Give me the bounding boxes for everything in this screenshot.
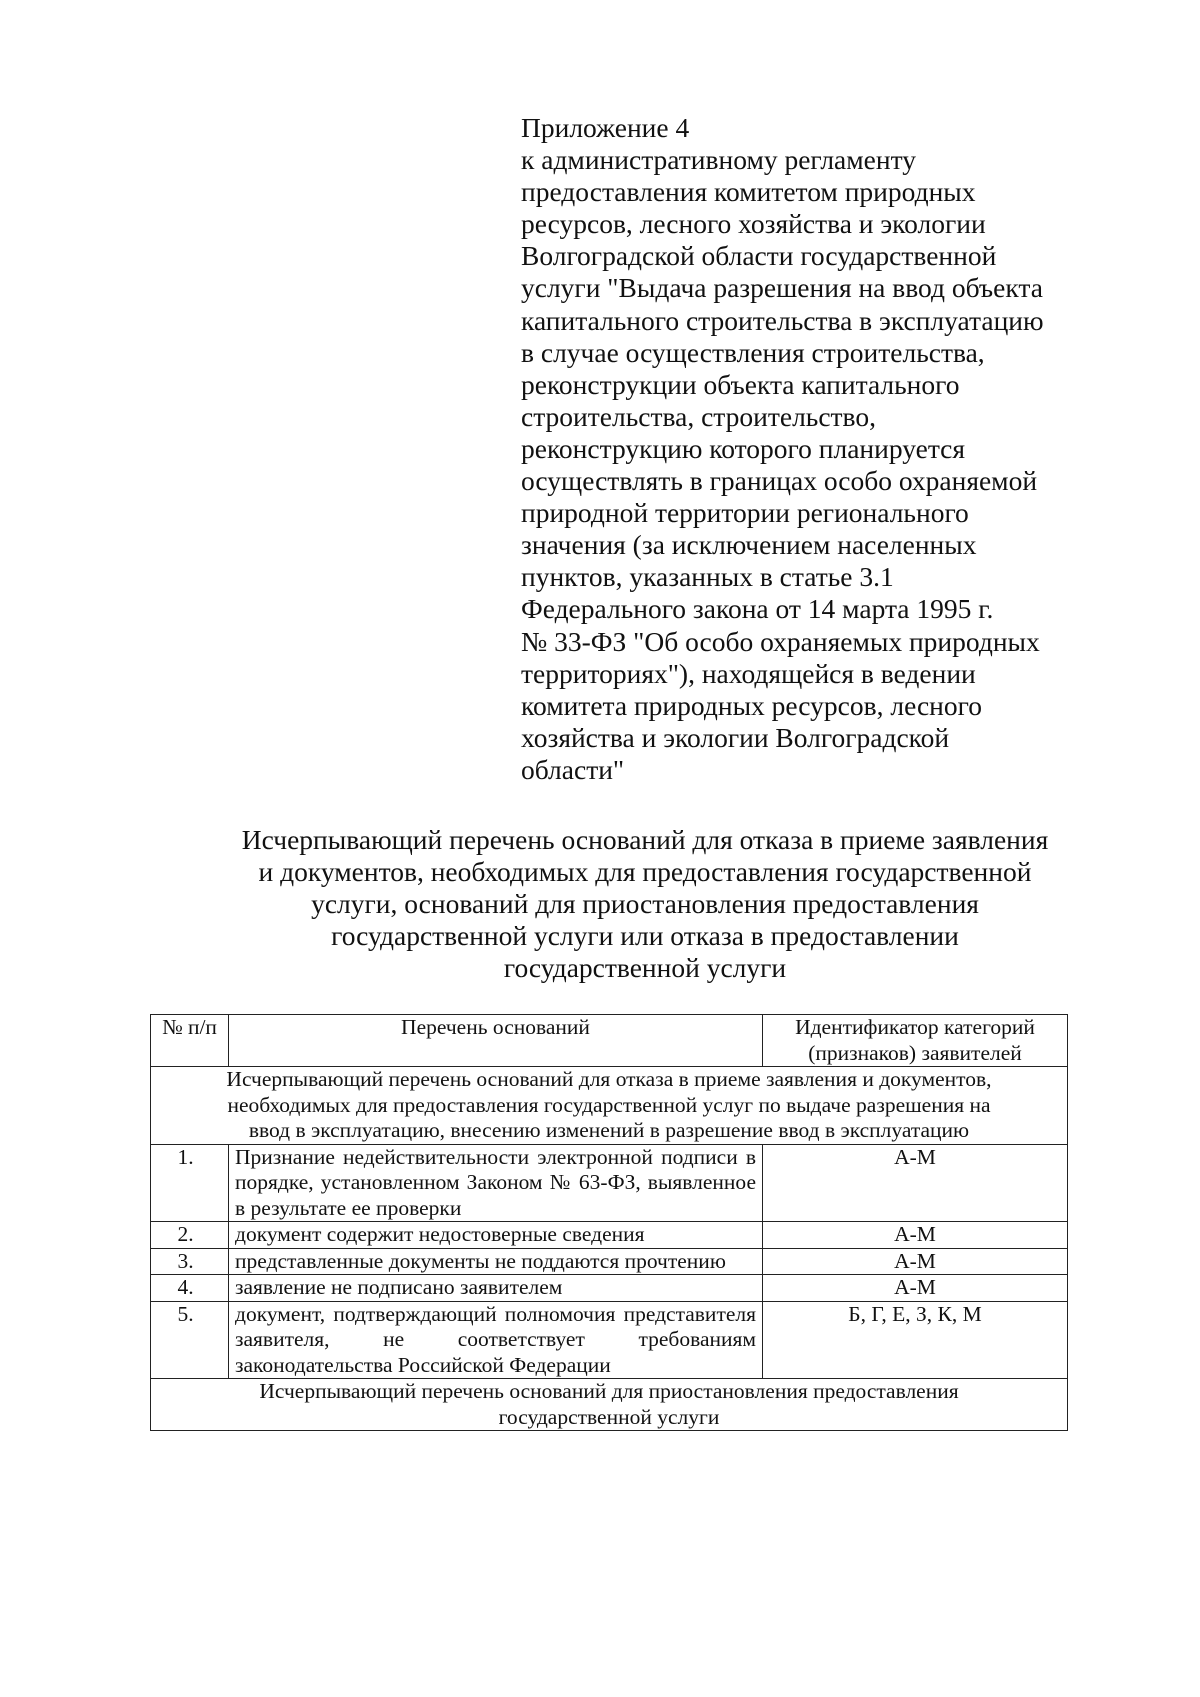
appendix-line: ресурсов, лесного хозяйства и экологии — [521, 208, 986, 240]
title-line: Исчерпывающий перечень оснований для отказа в приеме заявления — [241, 824, 1049, 855]
section-line: необходимых для предоставления государственной услуг по выдаче разрешения на — [227, 1092, 991, 1117]
appendix-line: № 33-ФЗ "Об особо охраняемых природных — [521, 625, 1040, 657]
table-row — [151, 1144, 1068, 1222]
appendix-line: предоставления комитетом природных — [521, 176, 976, 208]
section-suspension — [151, 1379, 1068, 1431]
appendix-line: территориях"), находящейся в ведении — [521, 657, 976, 689]
appendix-line: комитета природных ресурсов, лесного — [521, 689, 982, 721]
appendix-line: Федерального закона от 14 марта 1995 г. — [521, 593, 994, 625]
appendix-header — [521, 112, 1081, 786]
table-row — [151, 1301, 1068, 1379]
appendix-line: реконструкцию которого планируется — [521, 432, 966, 464]
title-line: государственной услуги — [503, 952, 787, 983]
section-line: Исчерпывающий перечень оснований для отказа в приеме заявления и документов, — [226, 1067, 992, 1091]
row-category: А-М — [763, 1248, 1068, 1275]
row-category: Б, Г, Е, З, К, М — [763, 1301, 1068, 1379]
grounds-table — [150, 1014, 1068, 1431]
appendix-line: природной территории регионального — [521, 497, 969, 529]
row-reason: документ, подтверждающий полномочия представителя заявителя, не соответствует требованиям законодательства Российской Федерации — [229, 1301, 763, 1379]
table-row — [151, 1275, 1068, 1302]
appendix-line: капитального строительства в эксплуатацию — [521, 304, 1044, 336]
table-row — [151, 1248, 1068, 1275]
section-refusal-acceptance — [151, 1067, 1068, 1145]
section-line: Исчерпывающий перечень оснований для приостановления предоставления — [259, 1379, 959, 1403]
row-num: 5. — [151, 1301, 229, 1379]
row-num: 3. — [151, 1248, 229, 1275]
appendix-line: Волгоградской области государственной — [521, 240, 997, 272]
table-header-row — [151, 1015, 1068, 1067]
title-line: услуги, оснований для приостановления предоставления — [311, 888, 979, 919]
row-category: А-М — [763, 1275, 1068, 1302]
row-reason: документ содержит недостоверные сведения — [229, 1222, 763, 1249]
section-line: государственной услуги — [498, 1404, 720, 1429]
appendix-line: осуществлять в границах особо охраняемой — [521, 465, 1038, 497]
appendix-line: хозяйства и экологии Волгоградской — [521, 721, 950, 753]
title-line: государственной услуги или отказа в предоставлении — [331, 920, 959, 951]
row-category: А-М — [763, 1222, 1068, 1249]
header-num: № п/п — [151, 1015, 229, 1067]
appendix-line: значения (за исключением населенных — [521, 529, 977, 561]
header-category: Идентификатор категорий (признаков) заявителей — [763, 1015, 1068, 1067]
row-reason: представленные документы не поддаются прочтению — [229, 1248, 763, 1275]
section-row — [151, 1379, 1068, 1431]
appendix-line: Приложение 4 — [521, 112, 690, 143]
section-line: ввод в эксплуатацию, внесению изменений в разрешение ввод в эксплуатацию — [248, 1118, 970, 1142]
appendix-line: строительства, строительство, — [521, 400, 876, 432]
appendix-line: услуги "Выдача разрешения на ввод объекта — [521, 272, 1043, 304]
row-category: А-М — [763, 1144, 1068, 1222]
appendix-line: реконструкции объекта капитального — [521, 368, 960, 400]
appendix-line: к административному регламенту — [521, 144, 916, 176]
row-num: 4. — [151, 1275, 229, 1302]
header-reasons: Перечень оснований — [229, 1015, 763, 1067]
table-row — [151, 1222, 1068, 1249]
title-line: и документов, необходимых для предоставления государственной — [258, 856, 1032, 887]
section-row — [151, 1067, 1068, 1145]
document-title — [150, 824, 1140, 984]
row-num: 1. — [151, 1144, 229, 1222]
row-num: 2. — [151, 1222, 229, 1249]
row-reason: заявление не подписано заявителем — [229, 1275, 763, 1302]
appendix-line: области" — [521, 753, 625, 785]
appendix-line: в случае осуществления строительства, — [521, 336, 985, 368]
row-reason: Признание недействительности электронной подписи в порядке, установленном Законом № 63-ФЗ, выявленное в результате ее проверки — [229, 1144, 763, 1222]
appendix-line: пунктов, указанных в статье 3.1 — [521, 561, 894, 593]
